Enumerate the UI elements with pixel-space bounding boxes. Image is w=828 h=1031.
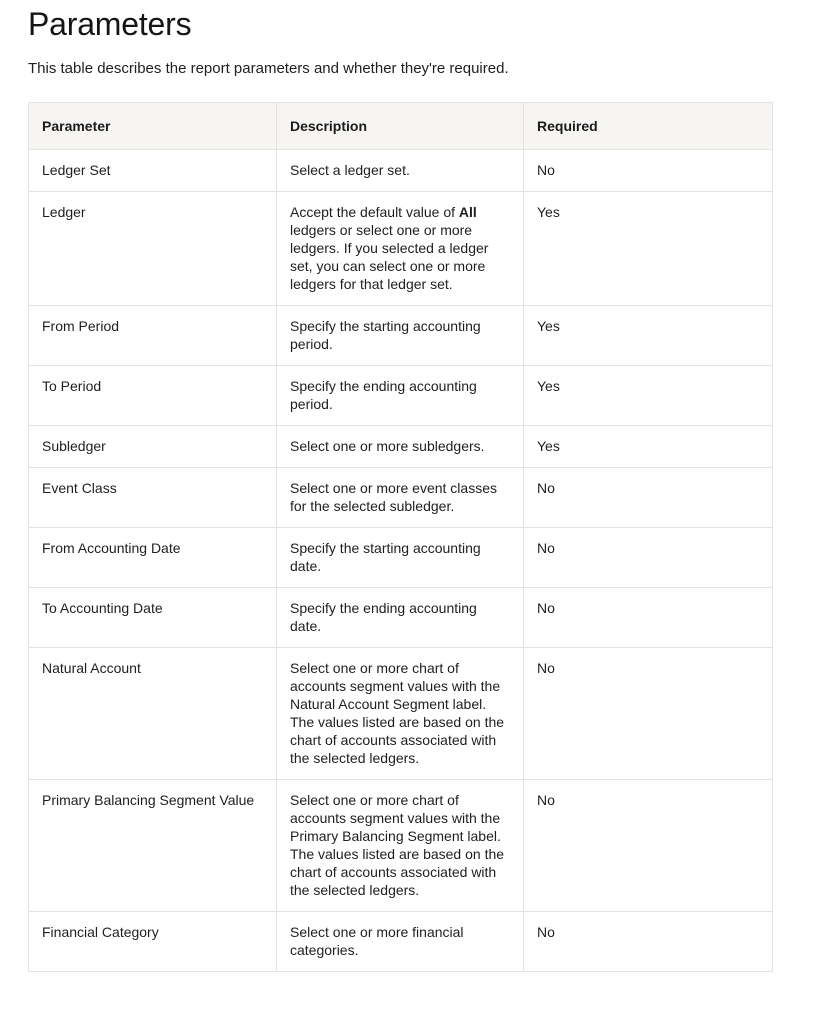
table-header bbox=[29, 103, 773, 150]
cell-parameter: Ledger Set bbox=[29, 150, 277, 192]
cell-description: Select one or more subledgers. bbox=[277, 426, 524, 468]
cell-parameter: To Accounting Date bbox=[29, 588, 277, 648]
cell-parameter: From Period bbox=[29, 306, 277, 366]
cell-parameter: Ledger bbox=[29, 192, 277, 306]
cell-required: Yes bbox=[524, 366, 773, 426]
table-row bbox=[29, 366, 773, 426]
cell-description: Select a ledger set. bbox=[277, 150, 524, 192]
cell-required: Yes bbox=[524, 192, 773, 306]
cell-required: No bbox=[524, 150, 773, 192]
cell-required: No bbox=[524, 648, 773, 780]
cell-parameter: To Period bbox=[29, 366, 277, 426]
parameters-table bbox=[28, 102, 773, 972]
cell-description: Select one or more financial categories. bbox=[277, 912, 524, 972]
cell-description: Select one or more chart of accounts segment values with the Natural Account Segment label. The values listed are based on the chart of accounts associated with the selected ledgers. bbox=[277, 648, 524, 780]
column-header-required: Required bbox=[524, 103, 773, 150]
intro-paragraph: This table describes the report parameters and whether they're required. bbox=[28, 60, 509, 77]
cell-description: Select one or more event classes for the selected subledger. bbox=[277, 468, 524, 528]
cell-required: No bbox=[524, 780, 773, 912]
column-header-parameter: Parameter bbox=[29, 103, 277, 150]
cell-description: Specify the starting accounting period. bbox=[277, 306, 524, 366]
cell-required: No bbox=[524, 912, 773, 972]
table-row bbox=[29, 648, 773, 780]
cell-parameter: Primary Balancing Segment Value bbox=[29, 780, 277, 912]
cell-parameter: Natural Account bbox=[29, 648, 277, 780]
table-row bbox=[29, 192, 773, 306]
cell-parameter: Financial Category bbox=[29, 912, 277, 972]
table-row bbox=[29, 306, 773, 366]
cell-required: No bbox=[524, 528, 773, 588]
table-row bbox=[29, 780, 773, 912]
cell-required: Yes bbox=[524, 306, 773, 366]
cell-description: Select one or more chart of accounts segment values with the Primary Balancing Segment label. The values listed are based on the chart of accounts associated with the selected ledgers. bbox=[277, 780, 524, 912]
cell-description: Accept the default value of All ledgers or select one or more ledgers. If you selected a ledger set, you can select one or more ledgers for that ledger set. bbox=[277, 192, 524, 306]
cell-parameter: From Accounting Date bbox=[29, 528, 277, 588]
table-row bbox=[29, 588, 773, 648]
table-row bbox=[29, 150, 773, 192]
cell-required: Yes bbox=[524, 426, 773, 468]
table-row bbox=[29, 426, 773, 468]
table-body bbox=[29, 150, 773, 972]
cell-description: Specify the ending accounting period. bbox=[277, 366, 524, 426]
cell-parameter: Subledger bbox=[29, 426, 277, 468]
cell-description: Specify the ending accounting date. bbox=[277, 588, 524, 648]
table-row bbox=[29, 528, 773, 588]
column-header-description: Description bbox=[277, 103, 524, 150]
cell-required: No bbox=[524, 468, 773, 528]
page-title: Parameters bbox=[28, 6, 192, 42]
table-row bbox=[29, 468, 773, 528]
cell-parameter: Event Class bbox=[29, 468, 277, 528]
cell-required: No bbox=[524, 588, 773, 648]
table-header-row bbox=[29, 103, 773, 150]
table-row bbox=[29, 912, 773, 972]
parameters-table-container bbox=[28, 80, 800, 972]
cell-description: Specify the starting accounting date. bbox=[277, 528, 524, 588]
